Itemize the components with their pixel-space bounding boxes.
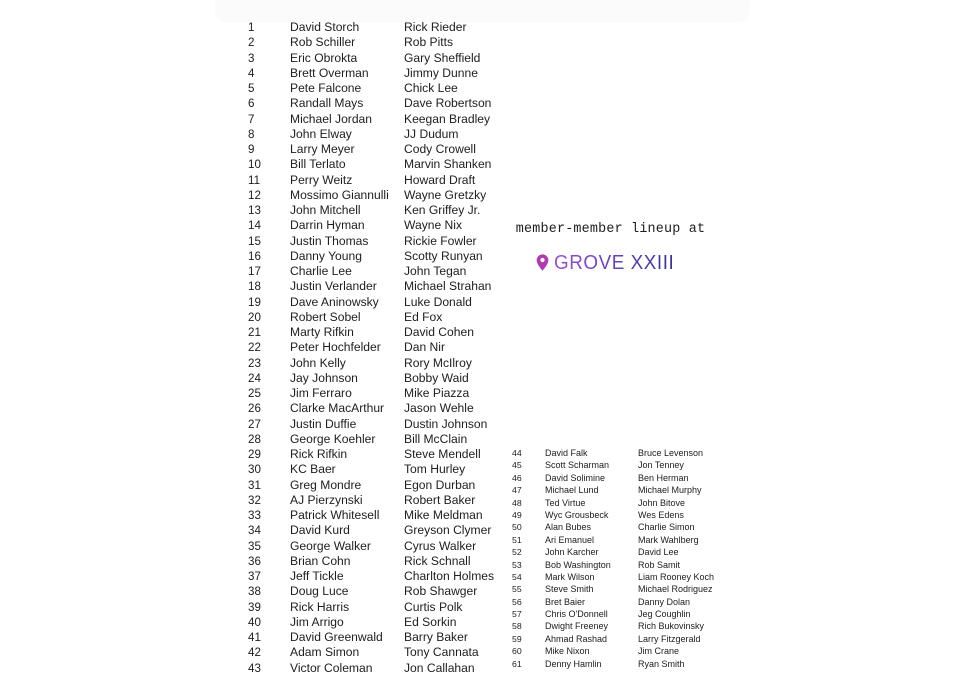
roster-row — [512, 497, 752, 509]
roster-player-one: George Koehler — [290, 431, 376, 446]
roster-row — [512, 596, 752, 608]
roster-player-one: Alan Bubes — [545, 522, 592, 533]
roster-player-one: John Kelly — [290, 355, 346, 370]
roster-row — [248, 447, 518, 462]
roster-player-one: Steve Smith — [545, 584, 594, 595]
roster-player-one: Bret Baier — [545, 596, 586, 607]
roster-row — [248, 142, 518, 157]
roster-player-two: John Bitove — [638, 497, 686, 508]
roster-row-number: 49 — [512, 509, 522, 520]
roster-player-one: Adam Simon — [290, 645, 360, 660]
roster-player-one: Greg Mondre — [290, 477, 362, 492]
roster-player-one: David Solimine — [545, 472, 606, 483]
top-decorative-band — [215, 0, 750, 22]
roster-player-one: Darrin Hyman — [290, 218, 365, 233]
roster-row-number: 33 — [248, 509, 261, 522]
roster-player-one: Eric Obrokta — [290, 50, 358, 65]
roster-row — [248, 35, 518, 50]
roster-player-two: Tom Hurley — [404, 462, 466, 477]
roster-row — [248, 66, 518, 81]
roster-row — [248, 51, 518, 66]
roster-player-two: Charlton Holmes — [404, 569, 495, 583]
roster-player-two: Gary Sheffield — [404, 50, 481, 65]
roster-row-number: 34 — [248, 524, 261, 538]
roster-player-one: Robert Sobel — [290, 309, 361, 324]
roster-player-two: Bruce Levenson — [638, 448, 704, 458]
roster-player-two: Mike Meldman — [404, 508, 483, 522]
roster-row-number: 35 — [248, 539, 261, 553]
roster-player-one: Dwight Freeney — [545, 621, 609, 632]
roster-row-number: 44 — [512, 448, 522, 458]
roster-row — [512, 559, 752, 571]
roster-player-two: Cyrus Walker — [404, 538, 477, 553]
roster-player-one: Justin Duffie — [290, 416, 357, 431]
roster-row — [248, 600, 518, 615]
roster-player-one: Peter Hochfelder — [290, 340, 381, 355]
roster-player-two: Chick Lee — [404, 81, 458, 95]
roster-row — [248, 401, 518, 416]
roster-player-two: Egon Durban — [404, 477, 476, 492]
roster-player-two: David Lee — [638, 547, 679, 558]
roster-row — [248, 173, 518, 188]
roster-main-list — [248, 20, 518, 676]
roster-row-number: 56 — [512, 596, 522, 607]
roster-player-one: George Walker — [290, 538, 371, 553]
roster-row-number: 48 — [512, 497, 522, 508]
roster-row — [248, 81, 518, 96]
roster-player-one: Bill Terlato — [290, 157, 346, 172]
roster-row — [512, 645, 752, 657]
roster-row-number: 8 — [248, 127, 255, 141]
roster-player-one: Victor Coleman — [290, 660, 373, 675]
roster-player-one: Ahmad Rashad — [545, 633, 608, 644]
roster-player-two: Larry Fitzgerald — [638, 633, 701, 644]
roster-row — [512, 571, 752, 583]
roster-row — [248, 478, 518, 493]
roster-player-two: Ben Herman — [638, 472, 689, 483]
roster-player-one: Chris O'Donnell — [545, 609, 608, 620]
roster-row-number: 18 — [248, 280, 261, 294]
roster-player-two: Ken Griffey Jr. — [404, 203, 481, 217]
roster-row-number: 24 — [248, 371, 261, 385]
roster-player-two: David Cohen — [404, 325, 474, 339]
roster-row-number: 47 — [512, 485, 522, 496]
roster-row — [248, 325, 518, 340]
roster-player-two: Bill McClain — [404, 431, 468, 446]
roster-player-two: Rob Shawger — [404, 584, 478, 599]
roster-row-number: 58 — [512, 621, 522, 632]
roster-player-two: JJ Dudum — [404, 126, 459, 141]
roster-row — [248, 615, 518, 630]
roster-row — [512, 509, 752, 521]
roster-row-number: 14 — [248, 219, 261, 233]
roster-player-one: Mossimo Giannulli — [290, 187, 389, 202]
roster-player-two: Tony Cannata — [404, 645, 479, 660]
roster-row — [248, 569, 518, 584]
roster-row — [512, 658, 752, 670]
roster-row-number: 13 — [248, 204, 261, 217]
roster-player-two: Wayne Gretzky — [404, 187, 487, 202]
roster-row-number: 26 — [248, 402, 261, 416]
roster-row — [248, 340, 518, 355]
roster-player-two: Rob Samit — [638, 559, 681, 570]
roster-row — [512, 620, 752, 632]
roster-player-two: Dan Nir — [404, 340, 445, 355]
roster-player-one: John Karcher — [545, 547, 599, 558]
roster-row — [248, 234, 518, 249]
roster-row-number: 37 — [248, 570, 261, 583]
roster-row — [248, 584, 518, 599]
roster-row — [248, 295, 518, 310]
roster-row-number: 42 — [248, 646, 261, 660]
roster-row-number: 19 — [248, 295, 261, 309]
roster-player-two: Jeg Coughlin — [638, 609, 691, 620]
roster-player-one: Jim Arrigo — [290, 614, 344, 629]
roster-row — [248, 539, 518, 554]
roster-player-one: Ari Emanuel — [545, 534, 595, 545]
roster-row — [248, 264, 518, 279]
roster-player-one: Bob Washington — [545, 559, 611, 570]
roster-row — [512, 484, 752, 496]
roster-player-two: Dustin Johnson — [404, 416, 488, 431]
roster-row-number: 31 — [248, 478, 261, 492]
location-pin-icon — [536, 254, 549, 271]
roster-player-one: Dave Aninowsky — [290, 294, 379, 309]
roster-player-two: Curtis Polk — [404, 599, 463, 614]
roster-row-number: 9 — [248, 143, 255, 156]
roster-player-two: Dave Robertson — [404, 96, 492, 111]
roster-row — [248, 554, 518, 569]
roster-row — [248, 356, 518, 371]
lineup-caption-block — [498, 222, 723, 274]
roster-player-one: KC Baer — [290, 462, 336, 477]
roster-player-one: Mark Wilson — [545, 571, 595, 582]
roster-row-number: 16 — [248, 249, 261, 263]
roster-player-one: Doug Luce — [290, 584, 349, 599]
roster-player-one: Perry Weitz — [290, 172, 353, 187]
roster-row-number: 6 — [248, 97, 255, 111]
roster-player-two: Wes Edens — [638, 509, 684, 520]
roster-row — [512, 521, 752, 533]
roster-player-one: Marty Rifkin — [290, 325, 354, 339]
roster-player-one: Brian Cohn — [290, 553, 351, 568]
roster-player-one: Charlie Lee — [290, 264, 352, 278]
roster-player-two: Michael Strahan — [404, 279, 492, 294]
roster-player-two: Danny Dolan — [638, 596, 691, 607]
roster-row — [248, 188, 518, 203]
roster-player-one: Mike Nixon — [545, 646, 590, 657]
roster-player-two: Ed Sorkin — [404, 614, 457, 629]
roster-player-two: Scotty Runyan — [404, 248, 483, 263]
roster-row — [512, 583, 752, 595]
roster-row-number: 43 — [248, 661, 261, 675]
roster-player-one: David Falk — [545, 448, 588, 458]
lineup-caption-text: member-member lineup at — [515, 222, 706, 237]
roster-player-two: Howard Draft — [404, 172, 476, 187]
roster-row-number: 59 — [512, 633, 522, 644]
roster-row — [248, 371, 518, 386]
roster-player-two: Michael Rodriguez — [638, 584, 713, 595]
roster-row-number: 29 — [248, 448, 261, 461]
roster-row-number: 52 — [512, 547, 522, 558]
roster-player-two: Charlie Simon — [638, 522, 695, 533]
roster-row-number: 12 — [248, 188, 261, 202]
roster-row-number: 41 — [248, 631, 261, 644]
roster-row — [248, 386, 518, 401]
roster-player-one: Brett Overman — [290, 65, 369, 80]
roster-player-two: Ryan Smith — [638, 658, 685, 669]
roster-row — [248, 218, 518, 233]
roster-player-two: Rick Rieder — [404, 20, 467, 34]
roster-row — [248, 249, 518, 264]
roster-row-number: 11 — [248, 173, 261, 187]
roster-row-number: 4 — [248, 66, 255, 80]
roster-row — [248, 127, 518, 142]
roster-row — [248, 661, 518, 676]
roster-row-number: 36 — [248, 554, 261, 568]
roster-row — [512, 459, 752, 471]
roster-player-two: Rich Bukovinsky — [638, 621, 705, 632]
roster-player-one: Patrick Whitesell — [290, 508, 380, 522]
roster-player-one: Michael Lund — [545, 485, 599, 496]
roster-player-one: John Elway — [290, 126, 352, 141]
roster-row-number: 20 — [248, 310, 261, 324]
roster-player-one: Rick Harris — [290, 599, 350, 614]
roster-player-two: Steve Mendell — [404, 447, 481, 461]
roster-row-number: 32 — [248, 493, 261, 507]
roster-player-one: Wyc Grousbeck — [545, 509, 609, 520]
roster-player-one: Rob Schiller — [290, 35, 356, 50]
roster-player-one: Michael Jordan — [290, 111, 373, 126]
roster-player-one: Justin Verlander — [290, 279, 377, 294]
roster-row — [248, 508, 518, 523]
roster-row — [248, 279, 518, 294]
roster-player-two: Rory McIlroy — [404, 355, 472, 370]
roster-row — [248, 432, 518, 447]
roster-row — [248, 417, 518, 432]
roster-row-number: 40 — [248, 615, 261, 629]
roster-row-number: 5 — [248, 82, 255, 95]
roster-row — [512, 472, 752, 484]
venue-name: GROVE XXIII — [554, 251, 675, 274]
roster-row — [248, 310, 518, 325]
roster-player-one: Jim Ferraro — [290, 386, 352, 400]
roster-row-number: 1 — [248, 21, 255, 34]
roster-player-two: Michael Murphy — [638, 485, 702, 496]
roster-player-one: David Storch — [290, 20, 360, 34]
roster-player-two: Mark Wahlberg — [638, 534, 699, 545]
roster-row-number: 23 — [248, 356, 261, 370]
roster-row-number: 61 — [512, 658, 522, 669]
roster-row — [248, 157, 518, 172]
roster-player-two: Barry Baker — [404, 630, 468, 644]
roster-player-one: David Kurd — [290, 523, 350, 538]
roster-row-number: 39 — [248, 600, 261, 614]
roster-row-number: 46 — [512, 472, 522, 483]
roster-player-two: John Tegan — [404, 264, 467, 278]
venue-row — [498, 253, 723, 274]
roster-row — [248, 20, 518, 35]
roster-row — [248, 112, 518, 127]
roster-player-one: Larry Meyer — [290, 142, 355, 156]
roster-player-one: Jay Johnson — [290, 370, 358, 385]
roster-player-one: Scott Scharman — [545, 460, 610, 471]
roster-row — [512, 608, 752, 620]
roster-player-two: Greyson Clymer — [404, 523, 492, 538]
roster-row-number: 10 — [248, 158, 261, 172]
roster-player-one: John Mitchell — [290, 203, 361, 217]
roster-row-number: 22 — [248, 341, 261, 355]
roster-player-two: Robert Baker — [404, 492, 476, 507]
roster-row — [512, 534, 752, 546]
roster-row — [248, 203, 518, 218]
roster-player-one: Pete Falcone — [290, 81, 362, 95]
roster-player-two: Keegan Bradley — [404, 111, 491, 126]
roster-player-one: Ted Virtue — [545, 497, 586, 508]
roster-player-two: Ed Fox — [404, 309, 443, 324]
roster-row-number: 45 — [512, 460, 522, 471]
roster-player-one: Danny Young — [290, 248, 362, 263]
roster-row — [248, 645, 518, 660]
roster-player-two: Rick Schnall — [404, 553, 471, 568]
roster-player-two: Luke Donald — [404, 294, 472, 309]
roster-player-one: Justin Thomas — [290, 233, 369, 248]
roster-secondary-list — [512, 447, 752, 670]
roster-player-two: Jon Callahan — [404, 660, 475, 675]
roster-row-number: 53 — [512, 559, 522, 570]
roster-row-number: 7 — [248, 112, 255, 126]
roster-row-number: 38 — [248, 585, 261, 599]
roster-player-one: Rick Rifkin — [290, 447, 348, 461]
roster-row-number: 15 — [248, 234, 261, 248]
roster-player-one: Denny Hamlin — [545, 658, 602, 669]
roster-player-two: Wayne Nix — [404, 218, 463, 233]
roster-player-two: Cody Crowell — [404, 142, 476, 156]
roster-player-one: Clarke MacArthur — [290, 401, 385, 416]
roster-row-number: 60 — [512, 646, 522, 657]
roster-row-number: 30 — [248, 463, 261, 477]
roster-row-number: 28 — [248, 432, 261, 446]
roster-player-one: Randall Mays — [290, 96, 364, 111]
roster-row-number: 57 — [512, 609, 522, 620]
roster-row — [248, 493, 518, 508]
roster-player-one: Jeff Tickle — [290, 569, 344, 583]
roster-player-one: David Greenwald — [290, 630, 383, 644]
roster-player-two: Jimmy Dunne — [404, 65, 478, 80]
roster-player-two: Rob Pitts — [404, 35, 454, 50]
roster-player-two: Mike Piazza — [404, 386, 470, 400]
roster-player-two: Rickie Fowler — [404, 233, 477, 248]
roster-player-one: AJ Pierzynski — [290, 492, 363, 507]
roster-row — [248, 96, 518, 111]
roster-row — [512, 633, 752, 645]
roster-player-two: Jim Crane — [638, 646, 680, 657]
roster-row-number: 25 — [248, 387, 261, 400]
roster-row-number: 55 — [512, 584, 522, 595]
roster-row-number: 21 — [248, 326, 261, 339]
roster-row-number: 2 — [248, 36, 255, 50]
roster-row-number: 27 — [248, 417, 261, 431]
roster-row — [248, 462, 518, 477]
roster-row-number: 51 — [512, 534, 522, 545]
roster-row — [248, 630, 518, 645]
roster-row-number: 54 — [512, 571, 522, 582]
roster-row — [248, 523, 518, 538]
roster-player-two: Jason Wehle — [404, 401, 474, 416]
roster-player-two: Marvin Shanken — [404, 157, 492, 172]
roster-player-two: Bobby Waid — [404, 370, 469, 385]
roster-row-number: 17 — [248, 265, 261, 278]
roster-player-two: Liam Rooney Koch — [638, 571, 715, 582]
roster-row — [512, 447, 752, 459]
roster-player-two: Jon Tenney — [638, 460, 684, 471]
roster-row-number: 3 — [248, 51, 255, 65]
roster-row — [512, 546, 752, 558]
roster-row-number: 50 — [512, 522, 522, 533]
